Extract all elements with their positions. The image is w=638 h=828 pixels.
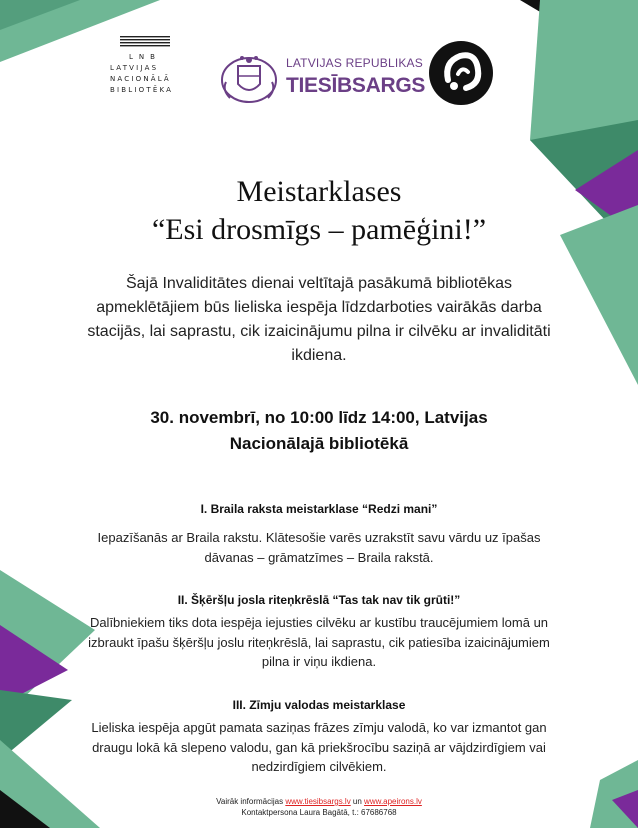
section-title-wheelchair: II. Šķēršļu josla riteņkrēslā “Tas tak nav tik grūti!” [177,593,461,607]
footer-prefix: Vairāk informācijas [216,797,286,806]
event-location-line: Nacionālajā bibliotēkā [229,434,409,453]
section-body-braille: Iepazīšanās ar Braila rakstu. Klātesošie varēs uzrakstīt savu vārdu uz īpašas dāvanas – grāmatzīmes – Braila rakstā. [97,530,541,565]
section-title-sign-language: III. Zīmju valodas meistarklase [232,698,406,712]
coat-of-arms-icon [220,52,278,104]
page-title [0,173,638,249]
lnb-bars-icon [120,36,170,48]
section-body-wheelchair: Dalībniekiem tiks dota iespēja iejusties cilvēku ar kustību traucējumiem lomā un izbraukt īpašu šķēršļu joslu riteņkrēslā, lai saprastu, cik patiesība izaicinājumiem pilna ir viņu ikdiena. [88,615,550,669]
footer-link-tiesibsargs[interactable]: www.tiesibsargs.lv [285,797,351,806]
lnb-line-2: NACIONĀLĀ [110,75,171,83]
lnb-line-1: LATVIJAS [110,64,159,72]
footer-contact: Kontaktpersona Laura Bagātā, t.: 67686768 [241,808,397,817]
footer-mid: un [350,797,365,806]
section-title-braille: I. Braila raksta meistarklase “Redzi mani” [200,502,438,516]
footer [0,796,638,818]
intro-paragraph: Šajā Invaliditātes dienai veltītajā pasākumā bibliotēkas apmeklētājiem būs lieliska iespēja līdzdarboties vairākās darba stacijās, lai saprastu, cik izaicinājumu pilna ir cilvēku ar invaliditāti ikdiena. [87,275,551,364]
apeirons-icon [428,40,494,106]
tiesibsargs-top-text: LATVIJAS REPUBLIKAS [286,56,423,70]
tiesibsargs-logo [220,48,426,108]
lnb-line-3: BIBLIOTĒKA [110,86,174,94]
section-body-sign-language: Lieliska iespēja apgūt pamata saziņas frāzes zīmju valodā, ko var izmantot gan draugu lokā kā slepeno valodu, gan kā priekšrocību saziņā ar vājdzirdīgiem vai nedzirdīgiem cilvēkiem. [91,720,547,774]
lnb-abbrev: LNB [129,53,161,61]
apeirons-logo [428,40,494,110]
footer-link-apeirons[interactable]: www.apeirons.lv [364,797,422,806]
logos-row [0,36,638,116]
title-line-2: “Esi drosmīgs – pamēģini!” [151,213,487,246]
event-date-location [100,405,538,457]
footer-info-line [0,796,638,807]
event-date-line: 30. novembrī, no 10:00 līdz 14:00, Latvijas [150,408,488,427]
lnb-logo [110,36,180,96]
tiesibsargs-main-text: TIESĪBSARGS [286,74,426,97]
title-line-1: Meistarklases [236,175,402,208]
